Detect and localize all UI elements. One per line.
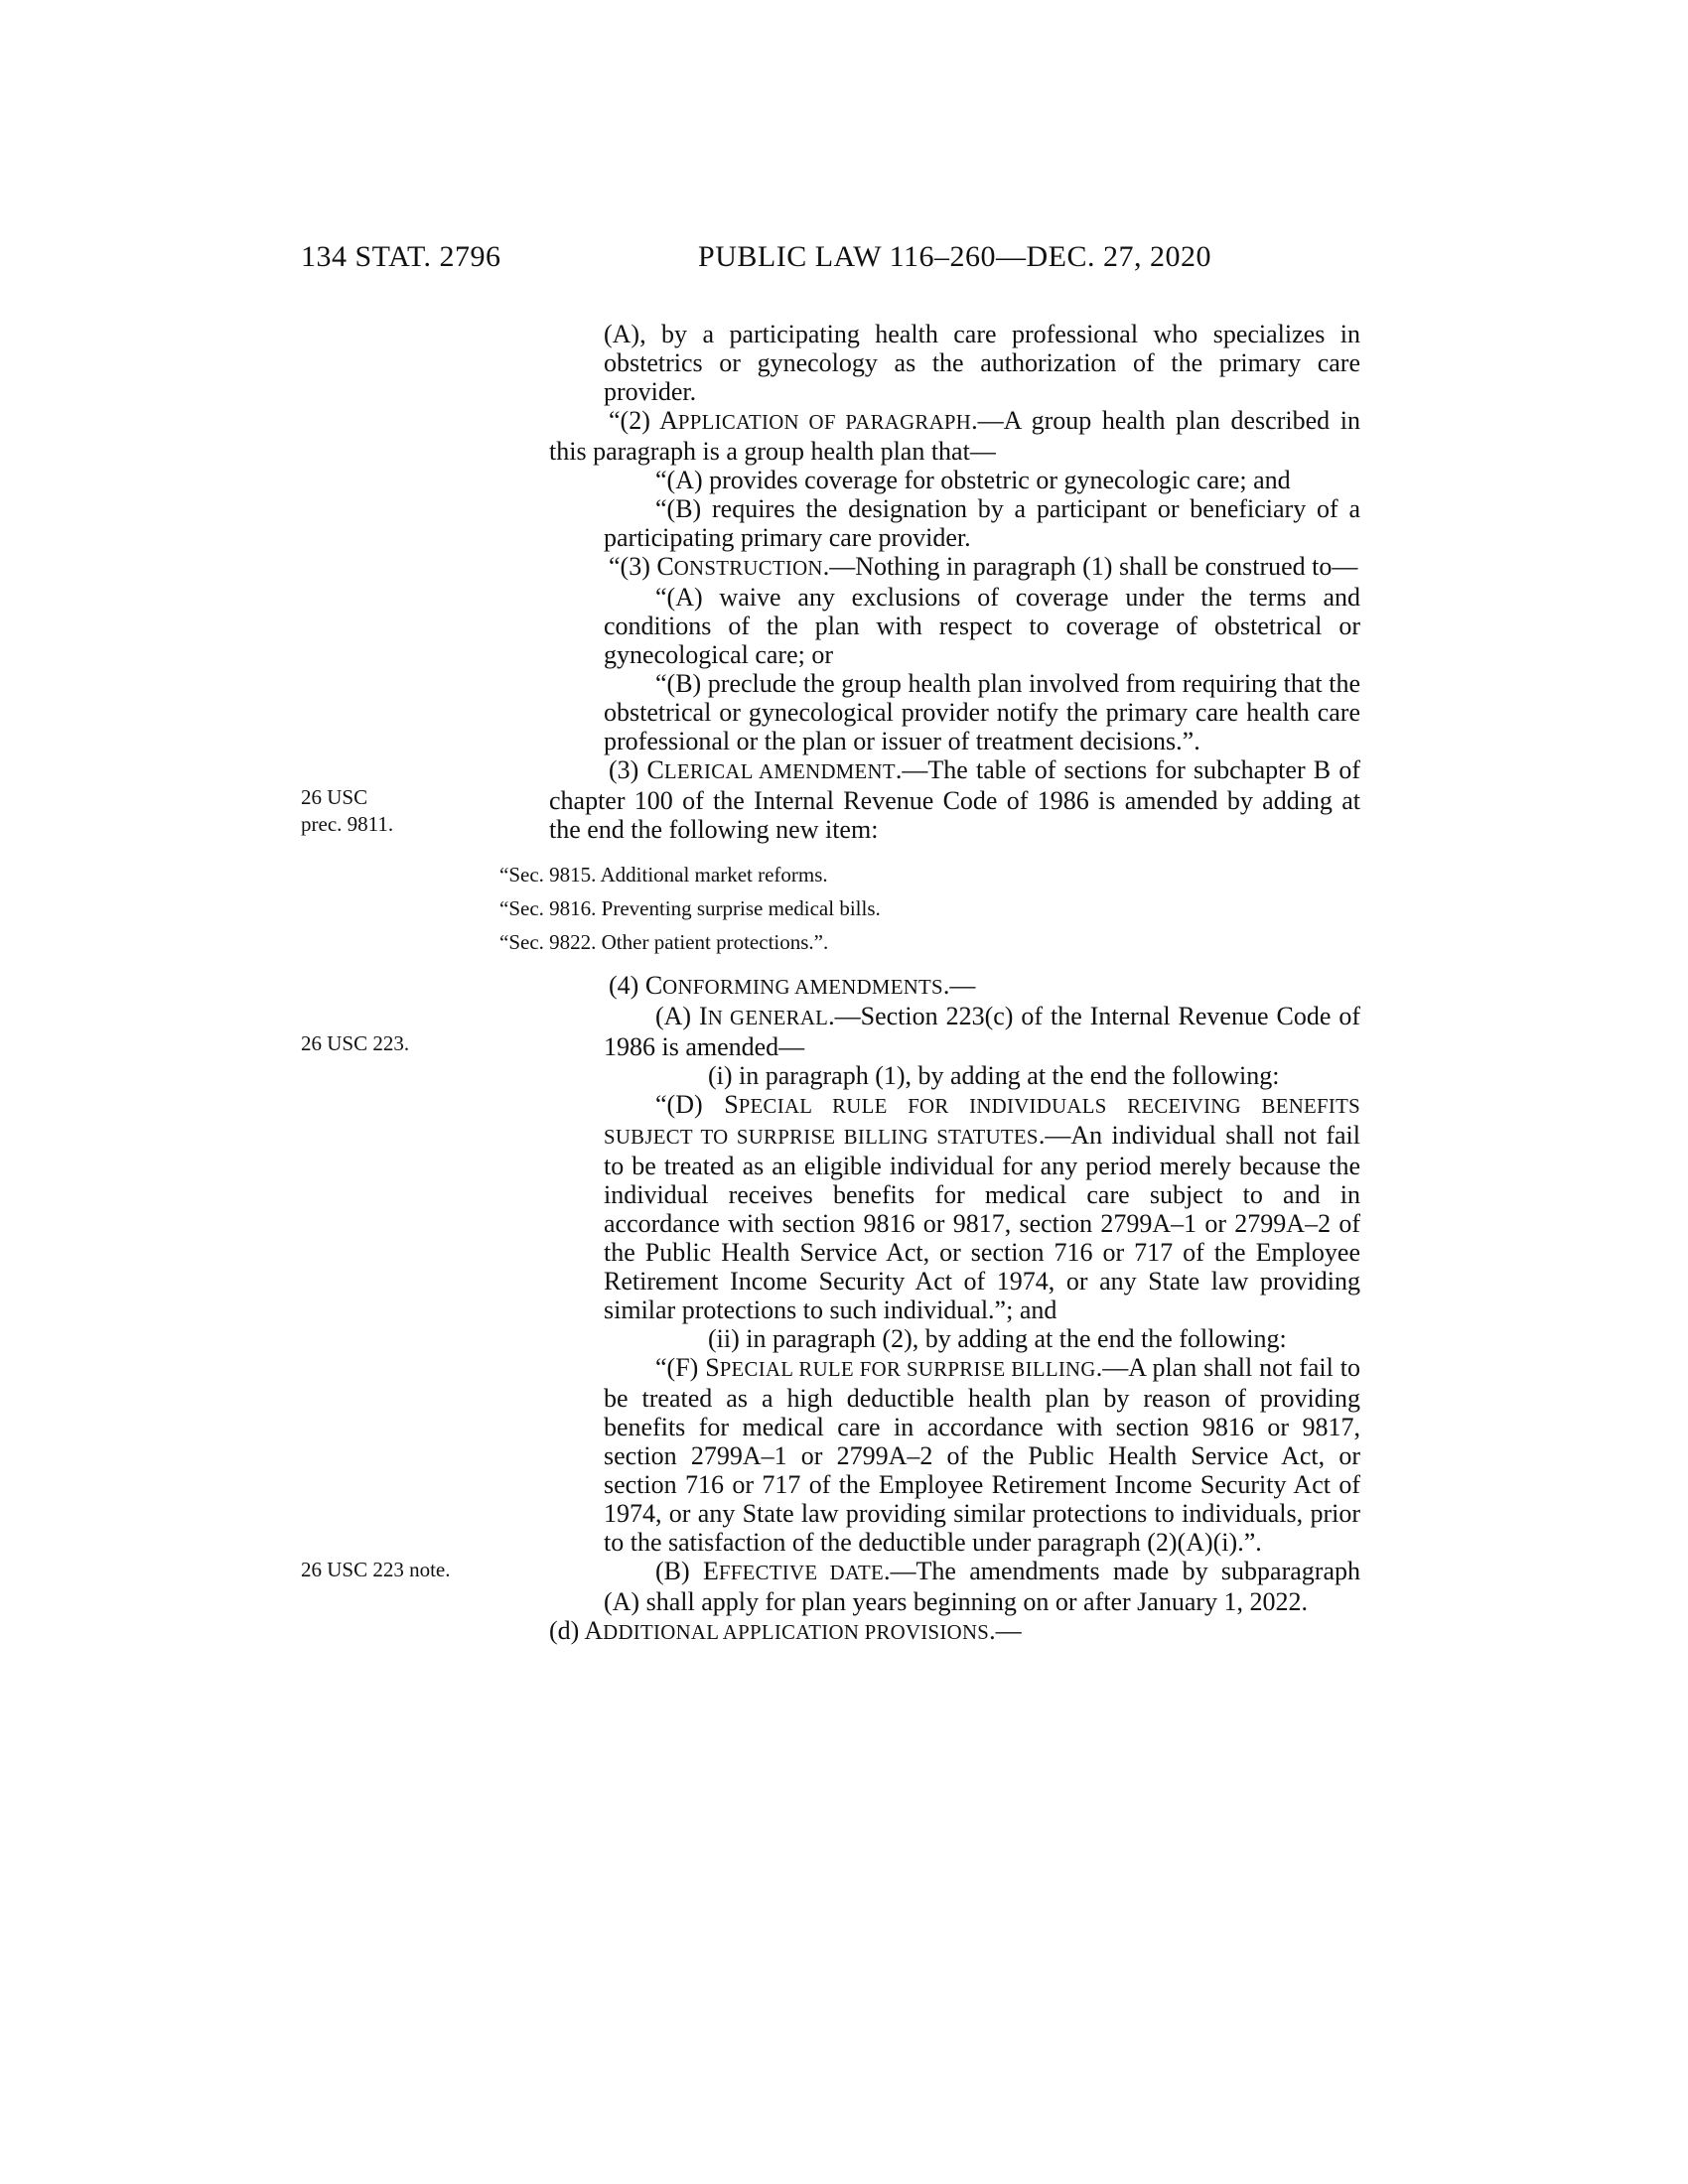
body-column bbox=[301, 320, 1361, 1647]
section-table-entry: “Sec. 9822. Other patient protections.”. bbox=[499, 930, 829, 954]
text-run: “(F) S bbox=[655, 1353, 720, 1382]
para-3-construction bbox=[549, 552, 1360, 583]
para-2-application-of-paragraph bbox=[549, 406, 1360, 466]
para-2A bbox=[604, 466, 1360, 494]
margin-note bbox=[301, 1030, 534, 1057]
text-run: (A), by a participating health care professional who specializes in obstetrics or gynecology as the authorization of the primary care provider. bbox=[604, 320, 1360, 406]
text-run: “(B) preclude the group health plan involved from requiring that the obstetrical or gynecological provider notify the primary care health care professional or the plan or issuer of treatment decisions.”. bbox=[604, 669, 1360, 755]
text-run: (4) C bbox=[609, 971, 663, 1000]
small-caps-text: PECIAL RULE FOR SURPRISE BILLING bbox=[719, 1358, 1096, 1381]
text-run: “(D) S bbox=[655, 1090, 739, 1119]
text-run: “(B) requires the designation by a participant or beneficiary of a participating primary care provider. bbox=[604, 494, 1360, 552]
para-conforming-amendments bbox=[549, 971, 1360, 1002]
text-run: (A) I bbox=[655, 1002, 708, 1030]
text-run: .—The table of sections for subchapter B of chapter 100 of the Internal Revenue Code of 1986 is amended by adding at the end the following new item: bbox=[549, 755, 1360, 844]
para-3A bbox=[604, 583, 1360, 669]
text-run: .—The amendments made by subparagraph (A) shall apply for plan years beginning on or after January 1, 2022. bbox=[604, 1557, 1360, 1616]
text-run: .—Nothing in paragraph (1) shall be construed to— bbox=[822, 552, 1358, 581]
section-table-entry: “Sec. 9816. Preventing surprise medical bills. bbox=[499, 896, 881, 920]
para-effective-date bbox=[301, 1557, 1360, 1616]
margin-note-line: 26 USC 223 note. bbox=[301, 1558, 451, 1581]
text-run: (3) C bbox=[609, 755, 664, 784]
para-3B bbox=[604, 669, 1360, 755]
text-run: .—A plan shall not fail to be treated as a high deductible health plan by reason of providing benefits for medical care in accordance with section 9816 or 9817, section 2799A–1 or 2799A–2 of the Public Health Service Act, or section 716 or 717 of the Employee Retirement Income Security Act of 1974, or any State law providing similar protections to individuals, prior to the satisfaction of the deductible under paragraph (2)(A)(i).”. bbox=[604, 1353, 1360, 1557]
para-in-general bbox=[301, 1002, 1360, 1061]
section-table-entry: “Sec. 9815. Additional market reforms. bbox=[499, 863, 828, 887]
section-table bbox=[499, 862, 1360, 955]
para-clerical-amendment bbox=[301, 755, 1360, 844]
law-heading: PUBLIC LAW 116–260—DEC. 27, 2020 bbox=[698, 240, 1211, 273]
text-run: .— bbox=[989, 1616, 1022, 1645]
small-caps-text: LERICAL AMENDMENT bbox=[663, 760, 896, 783]
para-i bbox=[656, 1061, 1360, 1090]
margin-note-line: 26 USC 223. bbox=[301, 1031, 410, 1055]
margin-note bbox=[301, 1557, 534, 1583]
small-caps-text: FFECTIVE DATE bbox=[718, 1562, 884, 1584]
text-run: “(A) waive any exclusions of coverage under the terms and conditions of the plan with respect to coverage of obstetrical or gynecological care; or bbox=[604, 583, 1360, 669]
stat-number: 134 STAT. 2796 bbox=[301, 240, 501, 273]
margin-note bbox=[301, 784, 534, 838]
text-run: .—A group health plan described in this paragraph is a group health plan that— bbox=[549, 406, 1361, 466]
small-caps-text: PPLICATION OF PARAGRAPH bbox=[677, 411, 972, 434]
para-D-special-rule bbox=[604, 1090, 1360, 1324]
small-caps-text: N GENERAL bbox=[707, 1007, 829, 1029]
small-caps-text: DDITIONAL APPLICATION PROVISIONS bbox=[603, 1621, 990, 1644]
small-caps-text: ONFORMING AMENDMENTS bbox=[662, 976, 943, 999]
small-caps-text: PECIAL RULE FOR INDIVIDUALS RECEIVING BENEFITS SUBJECT TO SURPRISE BILLING STATUTES bbox=[604, 1095, 1360, 1149]
text-run: (d) A bbox=[549, 1616, 604, 1645]
text-run: (B) E bbox=[655, 1557, 719, 1585]
text-run: .—An individual shall not fail to be treated as an eligible individual for any period merely because the individual receives benefits for medical care subject to and in accordance with section 9816 or 9817, section 2799A–1 or 2799A–2 of the Public Health Service Act, or section 716 or 717 of the Employee Retirement Income Security Act of 1974, or any State law providing similar protections to such individual.”; and bbox=[604, 1121, 1361, 1324]
margin-note-line: 26 USC bbox=[301, 785, 368, 809]
para-continuation bbox=[604, 320, 1360, 406]
para-ii bbox=[656, 1324, 1360, 1353]
text-run: .—Section 223(c) of the Internal Revenue Code of 1986 is amended— bbox=[604, 1002, 1360, 1061]
page-header bbox=[0, 240, 1688, 282]
text-run: (i) in paragraph (1), by adding at the end the following: bbox=[708, 1061, 1280, 1090]
para-2B bbox=[604, 494, 1360, 552]
text-run: “(3) C bbox=[609, 552, 674, 581]
text-run: “(A) provides coverage for obstetric or gynecologic care; and bbox=[655, 466, 1291, 494]
margin-note-line: prec. 9811. bbox=[301, 812, 394, 836]
text-run: “(2) A bbox=[609, 406, 678, 435]
text-run: .— bbox=[942, 971, 976, 1000]
para-F-special-rule bbox=[604, 1353, 1360, 1557]
small-caps-text: ONSTRUCTION bbox=[673, 557, 823, 580]
para-d-additional-application bbox=[549, 1616, 1360, 1647]
text-run: (ii) in paragraph (2), by adding at the end the following: bbox=[708, 1324, 1287, 1353]
